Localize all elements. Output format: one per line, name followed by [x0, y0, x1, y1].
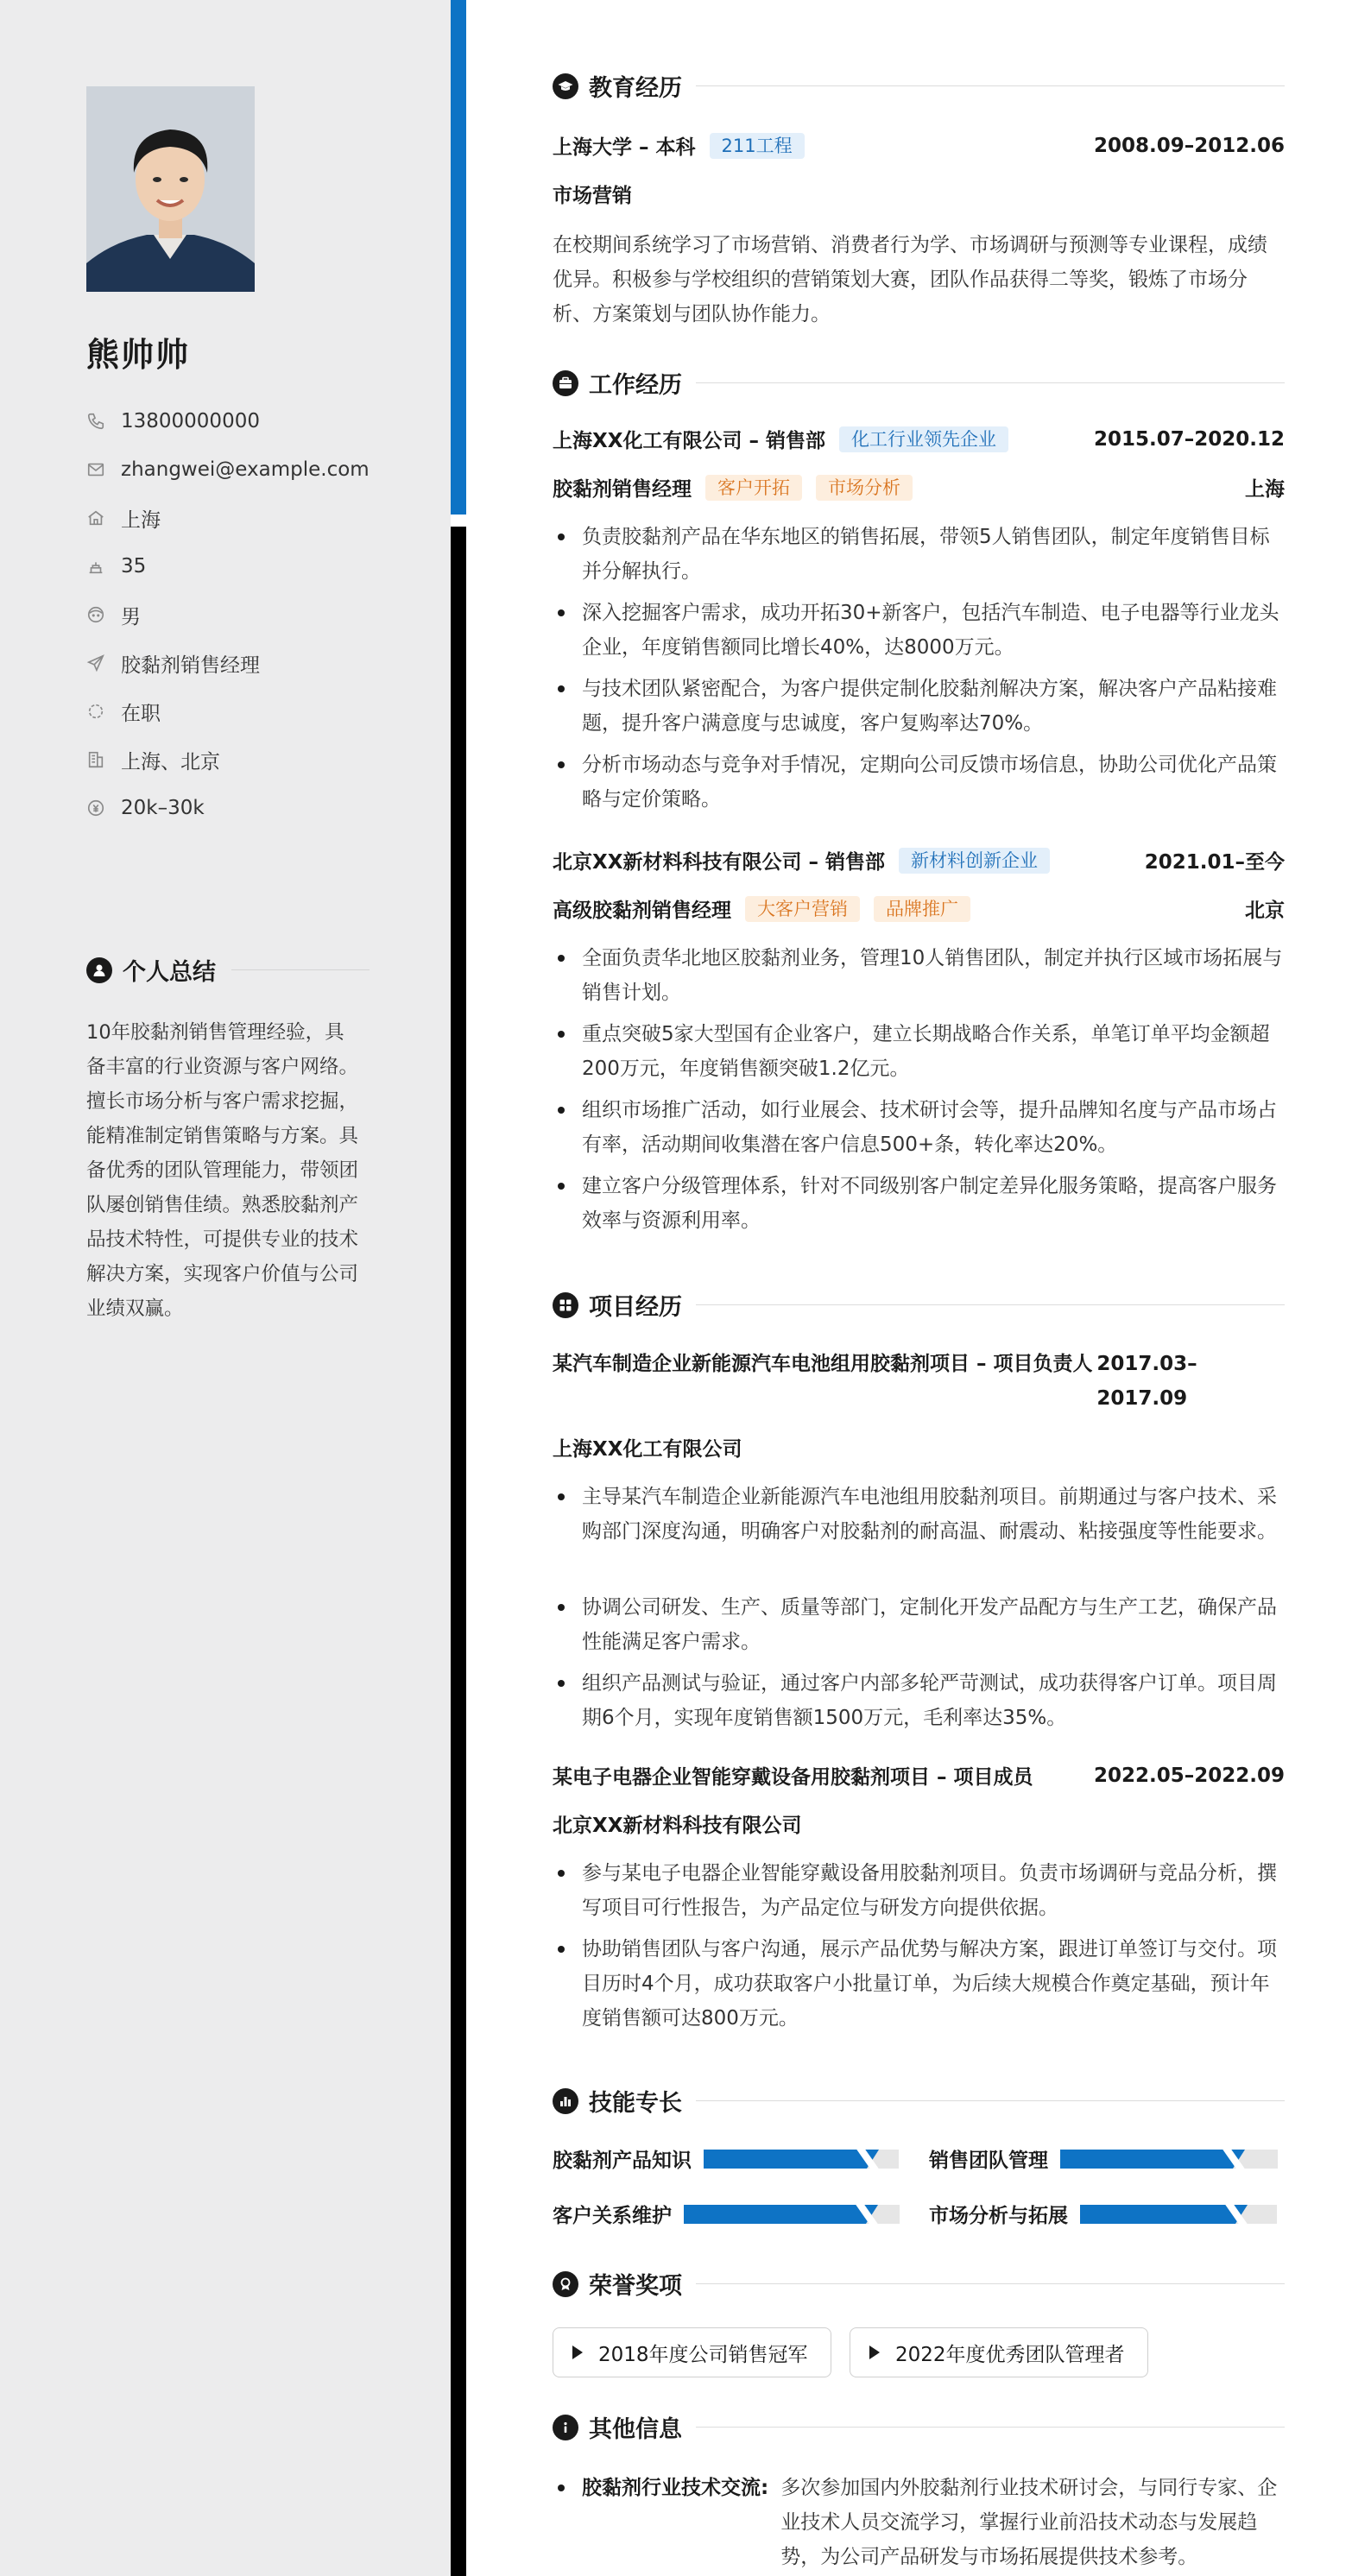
- section-title: 项目经历: [589, 1294, 682, 1321]
- contact-text: 13800000000: [121, 410, 260, 432]
- contact-text: 胶黏剂销售经理: [121, 653, 260, 677]
- mail-icon: [86, 460, 105, 479]
- contact-city: [86, 494, 432, 542]
- avatar: [86, 86, 255, 292]
- section-title: 工作经历: [589, 372, 682, 399]
- project-period: 2022.05–2022.09: [1093, 1764, 1285, 1787]
- send-icon: [86, 653, 105, 672]
- education-description: 在校期间系统学习了市场营销、消费者行为学、市场调研与预测等专业课程，成绩优异。积极参与学校组织的营销策划大赛，团队作品获得二等奖，锻炼了市场分析、方案策划与团队协作能力。: [553, 234, 1267, 325]
- profile-name: 熊帅帅: [86, 336, 191, 374]
- other-heading: [553, 2410, 1285, 2444]
- skill-item: [553, 2200, 900, 2228]
- skill-name: 客户关系维护: [553, 2205, 672, 2227]
- contact-status: [86, 687, 432, 736]
- skill-bar: [1080, 2205, 1277, 2224]
- briefcase-icon: [553, 370, 578, 396]
- skill-fill: [1080, 2205, 1235, 2224]
- company-tag: 新材料创新企业: [899, 848, 1050, 874]
- contact-position: [86, 639, 432, 687]
- job-period: 2015.07–2020.12: [1093, 427, 1285, 451]
- contact-text: 在职: [121, 702, 161, 725]
- list-item: 协调公司研发、生产、质量等部门，定制化开发产品配方与生产工艺，确保产品性能满足客户需求。: [553, 1590, 1285, 1659]
- company-tag: 化工行业领先企业: [839, 426, 1008, 452]
- skill-item: [929, 2200, 1277, 2228]
- skill-item: [929, 2144, 1278, 2173]
- section-title: 其他信息: [589, 2416, 682, 2443]
- job-city: 上海: [1245, 478, 1285, 501]
- award-badge: [553, 2327, 831, 2377]
- contact-phone: [86, 397, 432, 445]
- contact-text: 男: [121, 605, 141, 628]
- salary-icon: [86, 799, 105, 818]
- school-name: 上海大学 – 本科: [553, 136, 696, 159]
- skill-bar: [1060, 2150, 1278, 2169]
- job-period: 2021.01–至今: [1144, 851, 1285, 874]
- summary-text: 10年胶黏剂销售管理经验，具备丰富的行业资源与客户网络。擅长市场分析与客户需求挖掘，能精准制定销售策略与方案。具备优秀的团队管理能力，带领团队屡创销售佳绩。熟悉胶黏剂产品技术特性，可提供专业的技术解决方案，实现客户价值与公司业绩双赢。: [86, 1021, 359, 1320]
- contact-text: 20k–30k: [121, 797, 205, 819]
- skill-fill: [704, 2150, 867, 2169]
- list-item: 主导某汽车制造企业新能源汽车电池组用胶黏剂项目。前期通过与客户技术、采购部门深度沟通，明确客户对胶黏剂的耐高温、耐震动、粘接强度等性能要求。: [553, 1480, 1285, 1549]
- contact-text: 35: [121, 555, 147, 578]
- section-title: 个人总结: [123, 959, 216, 986]
- company-name: 北京XX新材料科技有限公司 – 销售部: [553, 851, 885, 874]
- section-title: 技能专长: [589, 2090, 682, 2117]
- skill-name: 市场分析与拓展: [929, 2205, 1068, 2227]
- section-title: 教育经历: [589, 75, 682, 102]
- education-row: [553, 131, 1285, 160]
- accent-divider: [451, 0, 466, 515]
- award-label: 2022年度优秀团队管理者: [895, 2343, 1125, 2366]
- list-item: 负责胶黏剂产品在华东地区的销售拓展，带领5人销售团队，制定年度销售目标并分解执行。: [553, 520, 1285, 589]
- project-period: 2017.03–2017.09: [1096, 1353, 1197, 1410]
- project-name: 某电子电器企业智能穿戴设备用胶黏剂项目 – 项目成员: [553, 1766, 1033, 1789]
- job-1-company-row: [553, 425, 1285, 453]
- contact-salary: [86, 784, 432, 832]
- award-icon: [553, 2271, 578, 2297]
- list-item: 重点突破5家大型国有企业客户，建立长期战略合作关系，单笔订单平均金额超200万元，年度销售额突破1.2亿元。: [553, 1017, 1285, 1086]
- skill-fill: [1060, 2150, 1233, 2169]
- gender-icon: [86, 605, 105, 624]
- list-item: 协助销售团队与客户沟通，展示产品优势与解决方案，跟进订单签订与交付。项目历时4个月，成功获取客户小批量订单，为后续大规模合作奠定基础，预计年度销售额可达800万元。: [553, 1932, 1285, 2036]
- job-1-role-row: [553, 473, 1285, 502]
- phone-icon: [86, 412, 105, 431]
- home-icon: [86, 508, 105, 527]
- contact-list: [86, 397, 432, 832]
- skill-tag: 品牌推广: [874, 896, 970, 922]
- user-icon: [86, 957, 112, 983]
- contact-text: 上海: [121, 508, 161, 532]
- award-badge: [850, 2327, 1148, 2377]
- job-2-role-row: [553, 894, 1285, 923]
- list-item: 深入挖掘客户需求，成功开拓30+新客户，包括汽车制造、电子电器等行业龙头企业，年度销售额同比增长40%，达8000万元。: [553, 596, 1285, 665]
- list-item: 全面负责华北地区胶黏剂业务，管理10人销售团队，制定并执行区域市场拓展与销售计划。: [553, 941, 1285, 1010]
- project-2-row: [553, 1761, 1285, 1790]
- contact-text: zhangwei@example.com: [121, 458, 370, 481]
- list-item: 分析市场动态与竞争对手情况，定期向公司反馈市场信息，协助公司优化产品策略与定价策略。: [553, 748, 1285, 817]
- project-1-row: [553, 1347, 1285, 1416]
- skill-tag: 客户开拓: [705, 475, 802, 501]
- skill-name: 销售团队管理: [929, 2150, 1048, 2172]
- list-item: [553, 2471, 1285, 2574]
- skill-fill: [684, 2205, 866, 2224]
- summary-heading: [86, 953, 370, 987]
- list-item: 参与某电子电器企业智能穿戴设备用胶黏剂项目。负责市场调研与竞品分析，撰写项目可行性报告，为产品定位与研发方向提供依据。: [553, 1856, 1285, 1925]
- skill-tag: 大客户营销: [745, 896, 860, 922]
- job-role: 胶黏剂销售经理: [553, 478, 692, 501]
- education-major-row: [553, 180, 1285, 208]
- project-name: 某汽车制造企业新能源汽车电池组用胶黏剂项目 – 项目负责人: [553, 1353, 1093, 1375]
- contact-text: 上海、北京: [121, 750, 220, 773]
- honors-heading: [553, 2267, 1285, 2301]
- project-1-company-row: [553, 1433, 1285, 1462]
- play-icon: [572, 2346, 583, 2359]
- skills-heading: [553, 2084, 1285, 2118]
- info-icon: [553, 2415, 578, 2440]
- company-name: 上海XX化工有限公司 – 销售部: [553, 430, 825, 452]
- school-tag: 211工程: [710, 133, 805, 159]
- job-city: 北京: [1245, 900, 1285, 922]
- skill-name: 胶黏剂产品知识: [553, 2150, 692, 2172]
- major: 市场营销: [553, 185, 632, 207]
- age-icon: [86, 557, 105, 576]
- projects-heading: [553, 1288, 1285, 1322]
- skill-item: [553, 2144, 899, 2173]
- contact-gender: [86, 590, 432, 639]
- project-2-company-row: [553, 1809, 1285, 1838]
- status-icon: [86, 702, 105, 721]
- job-role: 高级胶黏剂销售经理: [553, 900, 731, 922]
- dark-divider: [451, 527, 466, 2576]
- building-icon: [86, 750, 105, 769]
- list-item: 建立客户分级管理体系，针对不同级别客户制定差异化服务策略，提高客户服务效率与资源利用率。: [553, 1169, 1285, 1238]
- job-2-company-row: [553, 846, 1285, 874]
- contact-age: [86, 542, 432, 590]
- list-item: 组织市场推广活动，如行业展会、技术研讨会等，提升品牌知名度与产品市场占有率，活动期间收集潜在客户信息500+条，转化率达20%。: [553, 1093, 1285, 1162]
- list-item: 与技术团队紧密配合，为客户提供定制化胶黏剂解决方案，解决客户产品粘接难题，提升客户满意度与忠诚度，客户复购率达70%。: [553, 672, 1285, 741]
- list-item: 组织产品测试与验证，通过客户内部多轮严苛测试，成功获得客户订单。项目周期6个月，实现年度销售额1500万元，毛利率达35%。: [553, 1666, 1285, 1735]
- contact-cities: [86, 736, 432, 784]
- other-key: 胶黏剂行业技术交流:: [582, 2477, 769, 2499]
- skill-bar: [704, 2150, 899, 2169]
- project-company: 北京XX新材料科技有限公司: [553, 1815, 802, 1837]
- project-company: 上海XX化工有限公司: [553, 1438, 742, 1461]
- grid-icon: [553, 1292, 578, 1318]
- work-heading: [553, 366, 1285, 400]
- skill-bar: [684, 2205, 900, 2224]
- education-period: 2008.09–2012.06: [1093, 134, 1285, 157]
- divider-gap: [451, 515, 466, 527]
- play-icon: [869, 2346, 880, 2359]
- graduation-cap-icon: [553, 73, 578, 99]
- bar-chart-icon: [553, 2088, 578, 2114]
- other-value: 多次参加国内外胶黏剂行业技术研讨会，与同行专家、企业技术人员交流学习，掌握行业前沿技术动态与发展趋势，为公司产品研发与市场拓展提供技术参考。: [780, 2477, 1278, 2568]
- award-label: 2018年度公司销售冠军: [598, 2343, 808, 2366]
- contact-email: [86, 445, 432, 494]
- education-heading: [553, 69, 1285, 103]
- section-title: 荣誉奖项: [589, 2273, 682, 2300]
- skill-tag: 市场分析: [816, 475, 913, 501]
